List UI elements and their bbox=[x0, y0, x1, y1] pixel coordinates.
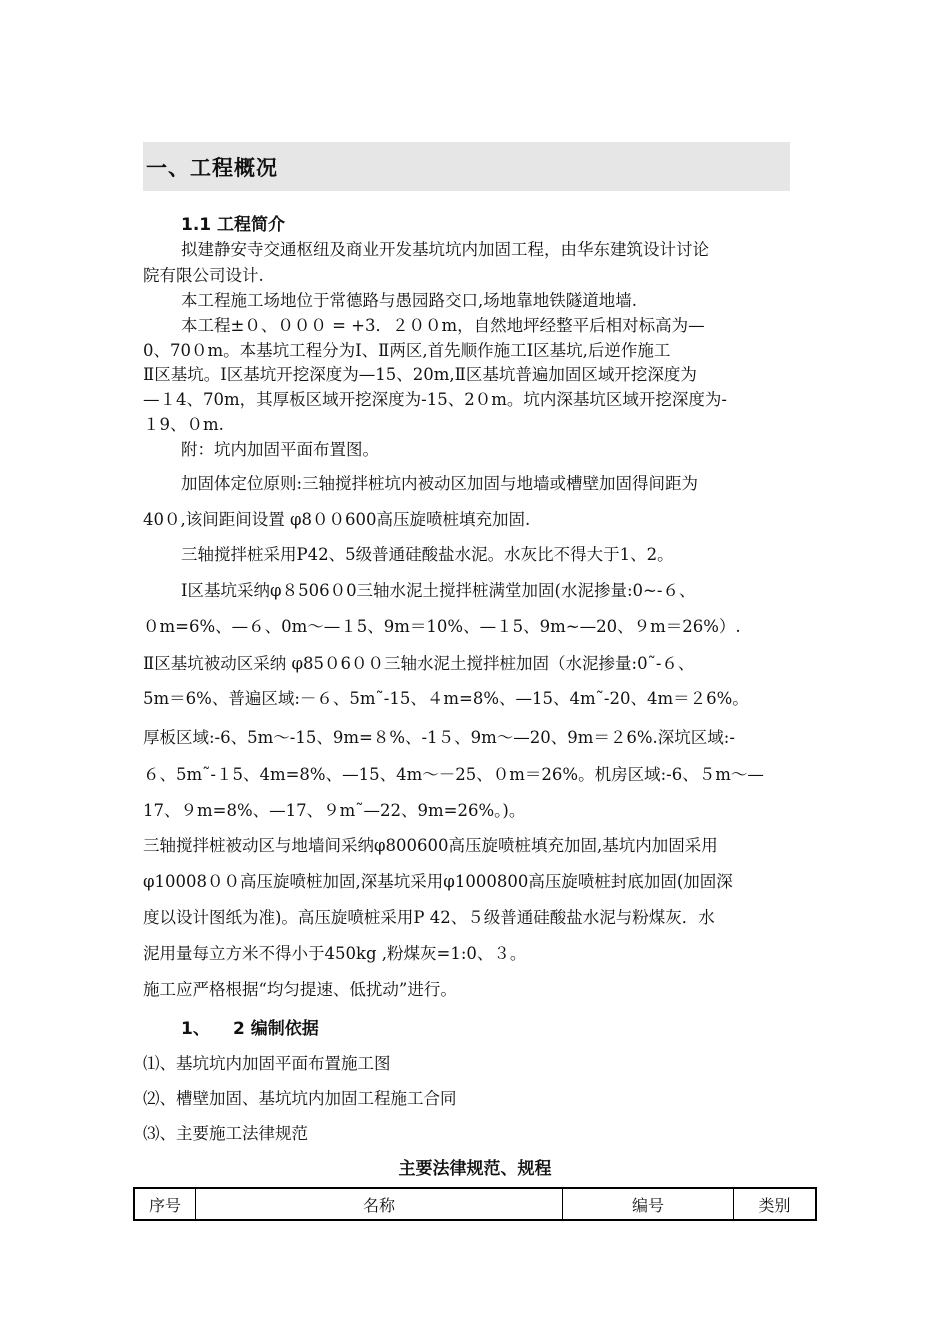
paragraph-line: Ⅱ区基坑。Ⅰ区基坑开挖深度为—15、20m,Ⅱ区基坑普遍加固区域开挖深度为 bbox=[143, 365, 697, 384]
subsection-number: 1、 bbox=[181, 1019, 210, 1039]
column-header-category: 类别 bbox=[734, 1188, 817, 1220]
paragraph-line: 本工程施工场地位于常德路与愚园路交口,场地靠地铁隧道地墙. bbox=[181, 291, 637, 310]
paragraph-line: 0、70０m。本基坑工程分为Ⅰ、Ⅱ两区,首先顺作施工Ⅰ区基坑,后逆作施工 bbox=[143, 341, 671, 360]
section-title: 一、工程概况 bbox=[146, 156, 278, 180]
paragraph-line: 厚板区域:-6、5m～-15、9m=８%、-1５、9m～—20、9m＝２6%.深坑区域:- bbox=[143, 728, 735, 747]
paragraph-line: 泥用量每立方米不得小于450kg ,粉煤灰=1:0、３。 bbox=[143, 944, 527, 963]
basis-item: ⑵、槽壁加固、基坑坑内加固工程施工合同 bbox=[143, 1089, 457, 1108]
paragraph-line: Ⅰ区基坑采纳φ８506０0三轴水泥土搅拌桩满堂加固(水泥掺量:0~-６、 bbox=[181, 581, 696, 600]
paragraph-line: 40０,该间距间设置 φ8００600高压旋喷桩填充加固. bbox=[143, 510, 531, 529]
paragraph-line: φ10008００高压旋喷桩加固,深基坑采用φ1000800高压旋喷桩封底加固(加固深 bbox=[143, 872, 733, 891]
subsection-title-basis: 2 编制依据 bbox=[233, 1019, 319, 1039]
table-caption: 主要法律规范、规程 bbox=[398, 1159, 552, 1179]
column-header-code: 编号 bbox=[563, 1188, 734, 1220]
column-header-index: 序号 bbox=[134, 1188, 196, 1220]
regulations-table bbox=[133, 1187, 817, 1221]
paragraph-line: ０m=6%、—６、0m～—１5、9m＝10%、—１5、9m~—20、９m＝26%）. bbox=[143, 617, 741, 636]
paragraph-line: 三轴搅拌桩采用P42、5级普通硅酸盐水泥。水灰比不得大于1、2。 bbox=[181, 545, 674, 564]
paragraph-line: １9、０m. bbox=[143, 415, 224, 434]
paragraph-line: 5m＝6%、普遍区域:－６、5m˜-15、４m=8%、—15、4m˜-20、4m＝２6%。 bbox=[143, 689, 749, 708]
paragraph-line: 三轴搅拌桩被动区与地墙间采纳φ800600高压旋喷桩填充加固,基坑内加固采用 bbox=[143, 836, 718, 855]
table-header-row bbox=[134, 1188, 816, 1220]
column-header-name: 名称 bbox=[196, 1188, 563, 1220]
paragraph-line: 加固体定位原则:三轴搅拌桩坑内被动区加固与地墙或槽壁加固得间距为 bbox=[181, 474, 699, 493]
paragraph-line: Ⅱ区基坑被动区采纳 φ85０6００三轴水泥土搅拌桩加固（水泥掺量:0˜-６、 bbox=[143, 654, 695, 673]
paragraph-line: 17、９m=8%、—17、９m˜—22、9m=26%。)。 bbox=[143, 801, 526, 820]
paragraph-line: —１4、70m，其厚板区域开挖深度为-15、2０m。坑内深基坑区域开挖深度为- bbox=[143, 390, 727, 409]
paragraph-line: 度以设计图纸为准)。高压旋喷桩采用P 42、５级普通硅酸盐水泥与粉煤灰．水 bbox=[143, 908, 715, 927]
paragraph-line: ６、5m˜-１5、4m=8%、—15、4m～－25、０m＝26%。机房区域:-6、５m～— bbox=[143, 765, 764, 784]
paragraph-line: 施工应严格根据“均匀提速、低扰动”进行。 bbox=[143, 980, 457, 999]
paragraph-line: 附：坑内加固平面布置图。 bbox=[181, 440, 379, 459]
paragraph-line: 拟建静安寺交通枢纽及商业开发基坑坑内加固工程，由华东建筑设计讨论 bbox=[181, 240, 709, 259]
basis-item: ⑶、主要施工法律规范 bbox=[143, 1124, 308, 1143]
paragraph-line: 本工程±０、０００ = +3．２００m，自然地坪经整平后相对标高为— bbox=[181, 316, 705, 335]
paragraph-line: 院有限公司设计. bbox=[143, 266, 264, 285]
basis-item: ⑴、基坑坑内加固平面布置施工图 bbox=[143, 1054, 391, 1073]
subsection-title-overview: 1.1 工程简介 bbox=[181, 215, 286, 235]
